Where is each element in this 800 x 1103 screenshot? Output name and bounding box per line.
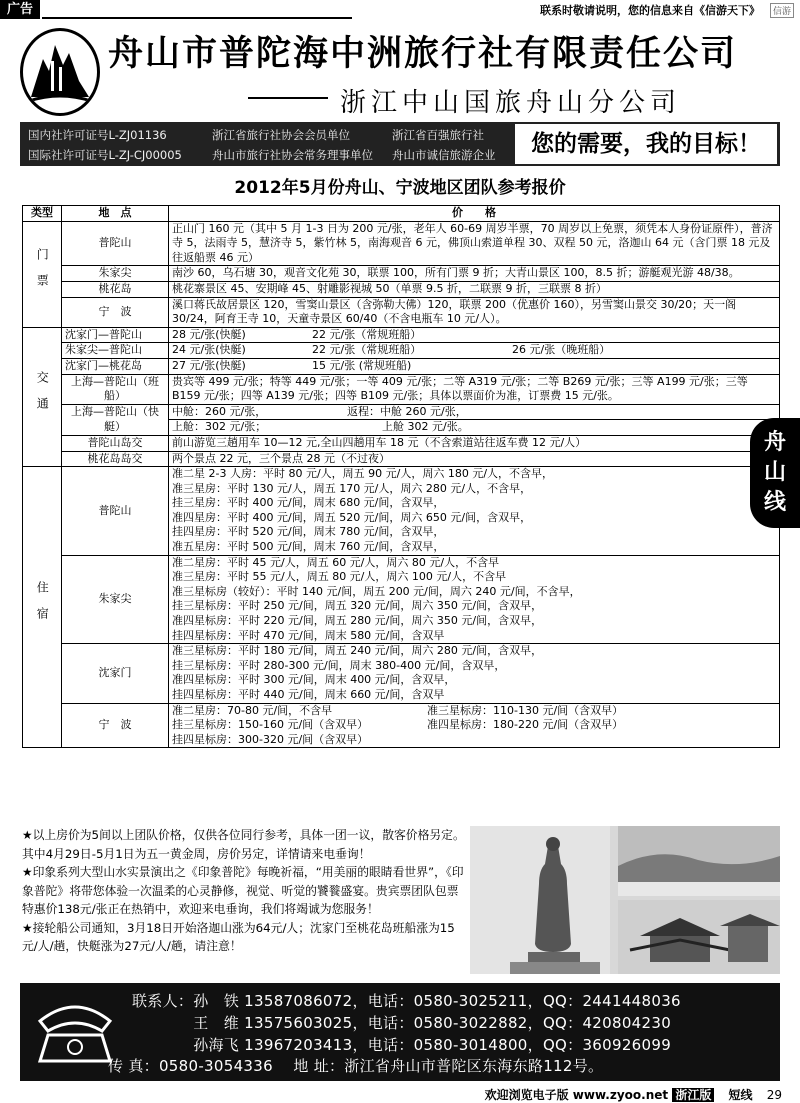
regular-price: 15 元/张 (常规班船) (312, 358, 412, 372)
lodging-line: 准三星房：平时 55 元/人，周五 80 元/人，周六 100 元/人，不含早 (172, 570, 507, 584)
header-location: 地 点 (62, 206, 169, 222)
table-row (23, 343, 780, 359)
contact-line: 王 维 13575603025，电话：0580-3022882，QQ：420804230 (132, 1014, 672, 1032)
page-number: 29 (766, 1088, 782, 1102)
price-cell: 两个景点 22 元，三个景点 28 元（不过夜） (169, 451, 780, 467)
note-item: ★以上房价为5间以上团队价格，仅供各位同行参考，具体一团一议，散客价格另定。其中4月29日-5月1日为五一黄金周，房价另定，详情请来电垂询！ (22, 828, 465, 861)
domestic-license: 国内社许可证号L-ZJ01136 (28, 128, 167, 142)
price-table (22, 205, 780, 748)
location-cell: 沈家门 (62, 644, 169, 703)
price-cell (169, 420, 780, 436)
lodging-line: 准四星房：平时 400 元/间，周五 520 元/间，周六 650 元/间，含双早， (172, 510, 532, 524)
fast-price: 28 元/张(快艇) (172, 327, 246, 341)
price-cell: 贵宾等 499 元/张；特等 449 元/张；一等 409 元/张；二等 A319 元/张；二等 B269 元/张；三等 A199 元/张；三等 B159 元/张；四等 A139 元/张；四等 B109 元/张；具体以票面价为准，订票费 15 元/张。 (169, 374, 780, 404)
contact-bar (20, 983, 780, 1081)
table-row (23, 404, 780, 420)
lodging-text: 准三星标房：110-130 元/间（含双早） (427, 703, 624, 717)
lodging-text: 准四星标房：180-220 元/间（含双早） (427, 718, 624, 732)
honor-2: 舟山市诚信旅游企业 (392, 148, 496, 162)
price-cell (169, 343, 780, 359)
slogan: 您的需要，我的目标！ (515, 124, 777, 164)
location-cell: 普陀山 (62, 467, 169, 556)
location-cell: 宁 波 (62, 703, 169, 748)
lodging-line: 准五星房：平时 500 元/间，周末 760 元/间，含双早， (172, 540, 445, 554)
lodging-line: 挂三星房：平时 400 元/间，周末 680 元/间，含双早， (172, 496, 445, 510)
lodging-line (172, 718, 776, 733)
lodging-text: 挂四星标房：300-320 元/间（含双早） (172, 732, 369, 746)
table-row (23, 297, 780, 327)
note-item: ★印象系列大型山水实景演出之《印象普陀》每晚祈福，“用美丽的眼睛看世界”，《印象普陀》将带您体验一次温柔的心灵静修，视觉、听觉的饕餮盛宴。贵宾票团队包票特惠价138元/张正在热销中，欢迎来电垂询，我们将竭诚为您服务！ (22, 865, 464, 916)
price-cell: 正山门 160 元（其中 5 月 1-3 日为 200 元/张，老年人 60-69 周岁半票，70 周岁以上免票，须凭本人身份证原件），普济寺 5，法雨寺 5，慧济寺 5，紫竹林 5，南海观音 6 元，佛顶山索道单程 30、双程 50 元，洛迦山 64 元（含门票 18 元及往返船票 46 元） (169, 221, 780, 266)
lodging-line: 准三星标房（较好）：平时 140 元/间，周五 200 元/间，周六 240 元/间，不含早， (172, 584, 581, 598)
table-row (23, 358, 780, 374)
price-cell: 南沙 60，乌石塘 30，观音文化苑 30，联票 100，所有门票 9 折；大青山景区 100，8.5 折；游艇观光游 48/38。 (169, 266, 780, 282)
route-cell: 桃花岛岛交 (62, 451, 169, 467)
price-cell (169, 467, 780, 556)
location-cell: 桃花岛 (62, 281, 169, 297)
price-cell: 桃花寨景区 45、安期峰 45、射雕影视城 50（单票 9.5 折，二联票 9 折，三联票 8 折） (169, 281, 780, 297)
top-bar (0, 0, 800, 20)
fast-price: 24 元/张(快艇) (172, 343, 246, 357)
table-row (23, 266, 780, 282)
night-price: 26 元/张（晚班船） (512, 343, 611, 357)
route-cell: 上海—普陀山（班船） (62, 374, 169, 404)
side-tab-char: 线 (763, 490, 786, 515)
price-cell (169, 555, 780, 644)
publisher-logo: 信游 (770, 3, 794, 18)
lodging-line (172, 733, 776, 748)
location-cell: 宁 波 (62, 297, 169, 327)
license-bar (20, 122, 780, 166)
lodging-line: 准三星房：平时 130 元/人，周五 170 元/人，周六 280 元/人，不含早， (172, 481, 532, 495)
price-cell: 溪口蒋氏故居景区 120，雪窦山景区（含弥勒大佛）120，联票 200（优惠价 160），另雪窦山景交 30/20；天一阁 30/24，阿育王寺 10，天童寺景区 60/40（不含电瓶车 10 元/人）。 (169, 297, 780, 327)
footer-text (485, 1086, 782, 1103)
type-lodging: 住宿 (23, 467, 62, 748)
company-subtitle: 浙江中山国旅舟山分公司 (340, 88, 682, 118)
contact-line: 传 真：0580-3054336 地 址：浙江省舟山市普陀区东海东路112号。 (108, 1057, 604, 1075)
lodging-line: 挂四星标房：平时 470 元/间，周末 580 元/间，含双早 (172, 628, 445, 642)
lodging-text: 准二星房：70-80 元/间，不含早 (172, 703, 333, 717)
location-cell: 朱家尖 (62, 266, 169, 282)
regular-price: 22 元/张（常规班船） (312, 327, 422, 341)
lodging-line: 挂三星标房：平时 280-300 元/间，周末 380-400 元/间，含双早， (172, 658, 506, 672)
lodging-line: 准三星标房：平时 180 元/间，周五 240 元/间，周六 280 元/间，含双早， (172, 644, 543, 658)
header-type: 类型 (23, 206, 62, 222)
lodging-line: 准二星房：平时 45 元/人，周五 60 元/人，周六 80 元/人，不含早 (172, 555, 500, 569)
footer (0, 1084, 800, 1103)
honor-1: 浙江省百强旅行社 (392, 128, 484, 142)
price-text: 中舱：260 元/张， (172, 404, 267, 418)
lodging-line: 挂四星标房：平时 440 元/间，周末 660 元/间，含双早 (172, 688, 445, 701)
lodging-text: 挂三星标房：150-160 元/间（含双早） (172, 718, 369, 732)
lodging-line: 准四星标房：平时 300 元/间，周末 400 元/间，含双早， (172, 673, 456, 687)
top-notice: 联系时敬请说明，您的信息来自《信游天下》 (540, 4, 760, 17)
scenery-photo (470, 826, 780, 974)
subtitle-dash (248, 97, 328, 99)
notes-section (22, 826, 467, 956)
table-row (23, 435, 780, 451)
route-cell: 上海—普陀山（快艇） (62, 404, 169, 435)
top-divider (42, 17, 352, 19)
lodging-line (172, 704, 776, 719)
type-tickets: 门票 (23, 221, 62, 327)
type-transport: 交通 (23, 327, 62, 466)
contact-line: 孙海飞 13967203413，电话：0580-3014800，QQ：360926099 (132, 1036, 672, 1054)
table-row (23, 281, 780, 297)
side-tab-char: 山 (763, 460, 786, 485)
side-tab (750, 418, 800, 528)
table-row (23, 327, 780, 343)
footer-welcome: 欢迎浏览电子版 www.zyoo.net (484, 1088, 669, 1102)
side-tab-char: 舟 (763, 430, 786, 455)
table-title: 2012年5月份舟山、宁波地区团队参考报价 (234, 178, 566, 198)
header-price: 价 格 (169, 206, 780, 222)
table-row (23, 703, 780, 748)
price-cell: 前山游览三趟用车 10—12 元,全山四趟用车 18 元（不含索道站往返车费 12 元/人） (169, 435, 780, 451)
price-cell (169, 327, 780, 343)
table-row (23, 451, 780, 467)
membership-2: 舟山市旅行社协会常务理事单位 (212, 148, 373, 162)
note-item: ★接轮船公司通知，3月18日开始洛迦山涨为64元/人；沈家门至桃花岛班船涨为15元/人/趟，快艇涨为27元/人/趟，请注意！ (22, 920, 455, 953)
table-header-row (23, 206, 780, 222)
price-text: 返程：中舱 260 元/张， (347, 404, 467, 418)
contact-line: 联系人：孙 铁 13587086072，电话：0580-3025211，QQ：2441448036 (132, 992, 681, 1010)
route-cell: 沈家门—普陀山 (62, 327, 169, 343)
table-row (23, 374, 780, 404)
lodging-line: 挂三星标房：平时 250 元/间，周五 320 元/间，周六 350 元/间，含双早， (172, 599, 543, 613)
footer-section: 短线 (728, 1088, 753, 1102)
route-cell: 朱家尖—普陀山 (62, 343, 169, 359)
international-license: 国际社许可证号L-ZJ-CJ00005 (28, 148, 182, 162)
telephone-icon (34, 1001, 116, 1067)
ad-label: 广告 (0, 0, 40, 19)
table-row (23, 555, 780, 644)
footer-edition: 浙江版 (672, 1088, 714, 1102)
route-cell: 沈家门—桃花岛 (62, 358, 169, 374)
regular-price: 22 元/张（常规班船） (312, 343, 422, 357)
lodging-line: 挂四星房：平时 520 元/间，周末 780 元/间，含双早， (172, 525, 445, 539)
price-cell (169, 703, 780, 748)
price-cell (169, 404, 780, 420)
lodging-line: 准二星 2-3 人房：平时 80 元/人，周五 90 元/人，周六 180 元/人，不含早， (172, 467, 554, 481)
price-text: 上舱：302 元/张； (172, 420, 267, 434)
table-row (23, 467, 780, 556)
location-cell: 朱家尖 (62, 555, 169, 644)
lodging-line: 准四星标房：平时 220 元/间，周五 280 元/间，周六 350 元/间，含双早， (172, 614, 543, 628)
location-cell: 普陀山 (62, 221, 169, 266)
price-cell (169, 358, 780, 374)
fast-price: 27 元/张(快艇) (172, 358, 246, 372)
company-name: 舟山市普陀海中洲旅行社有限责任公司 (108, 33, 738, 74)
price-cell (169, 644, 780, 703)
company-logo-icon (20, 28, 100, 116)
table-row (23, 221, 780, 266)
price-text: 上舱 302 元/张。 (382, 420, 469, 434)
membership-1: 浙江省旅行社协会会员单位 (212, 128, 350, 142)
route-cell: 普陀山岛交 (62, 435, 169, 451)
table-row (23, 644, 780, 703)
